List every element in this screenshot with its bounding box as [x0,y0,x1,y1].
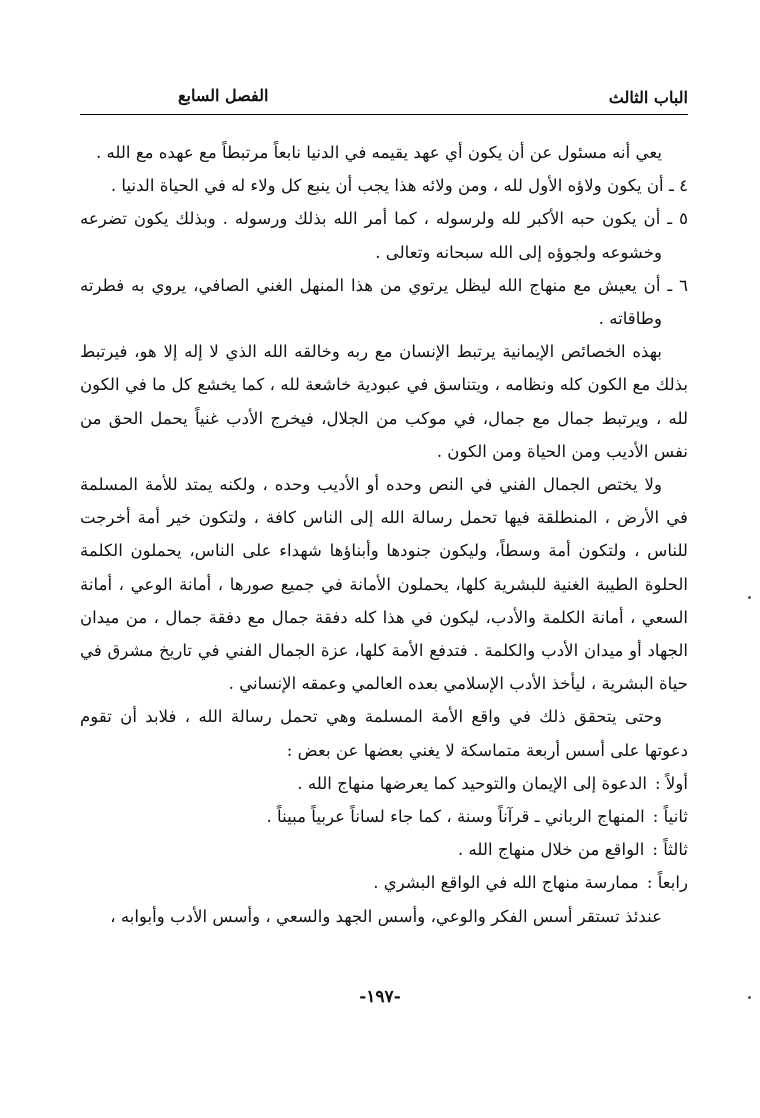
foundation-item [80,866,688,899]
page-header [80,82,688,108]
foundation-text: الواقع من خلال منهاج الله . [457,840,645,860]
list-item-4: ٤ ـ أن يكون ولاؤه الأول لله ، ومن ولائه هذا يجب أن ينبع كل ولاء له في الحياة الدنيا . [110,176,688,196]
page-number: -١٩٧- [359,987,401,1007]
list-item-5: ٥ ـ أن يكون حبه الأكبر لله ولرسوله ، كما أمر الله بذلك ورسوله . وبذلك يكون تضرعه وخشوعه ولجوؤه إلى الله سبحانه وتعالى . [80,209,688,262]
foundations-list [80,767,688,900]
foundation-item [80,767,688,800]
foundation-text: ممارسة منهاج الله في الواقع البشري . [373,873,639,893]
paragraph-1: يعي أنه مسئول عن أن يكون أي عهد يقيمه في الدنيا نابعاً مرتبطاً مع عهده مع الله . [95,143,662,162]
list-item-6: ٦ ـ أن يعيش مع منهاج الله ليظل يرتوي من هذا المنهل الغني الصافي، يروي به فطرته وطاقاته . [80,275,688,329]
foundation-text: المنهاج الرباني ـ قرآناً وسنة ، كما جاء لساناً عربياً مبيناً . [266,807,645,827]
margin-speck [748,996,751,999]
margin-speck [748,596,751,599]
foundation-item [80,833,688,866]
paragraph-4: وحتى يتحقق ذلك في واقع الأمة المسلمة وهي تحمل رسالة الله ، فلابد أن تقوم دعوتها على أسس أربعة متماسكة لا يغني بعضها عن بعض : [80,707,688,760]
foundation-label: رابعاً : [646,873,688,893]
foundation-label: ثالثاً : [652,840,688,860]
foundation-label: ثانياً : [652,807,688,827]
paragraph-3: ولا يختص الجمال الفني في النص وحده أو الأديب وحده ، ولكنه يمتد للأمة المسلمة في الأرض ، المنطلقة فيها تحمل رسالة الله إلى الناس كافة ، ولتكون خير أمة أخرجت للناس ، ولتكون أمة وسطاً، وليكون جنودها وأبناؤها شهداء على الناس، يحملون الكلمة الحلوة الطيبة الغنية للبشرية كلها، يحملون الأمانة في جميع صورها ، أمانة الوعي ، أمانة السعي ، أمانة الكلمة والأدب، ليكون في هذا كله دفقة جمال مع دفقة جمال ، من ميدان الجهاد أو ميدان الأدب والكلمة . فتدفع الأمة كلها، عزة الجمال الفني في تاريخ مشرق في حياة البشرية ، ليأخذ الأدب الإسلامي بعده العالمي وعمقه الإنساني . [80,475,688,694]
header-divider [80,114,688,115]
foundation-text: الدعوة إلى الإيمان والتوحيد كما يعرضها منهاج الله . [297,773,648,793]
page-body [80,136,688,933]
paragraph-5: عندئذ تستقر أسس الفكر والوعي، وأسس الجهد والسعي ، وأسس الأدب وأبوابه ، [110,906,662,926]
foundation-item [80,800,688,833]
paragraph-2: بهذه الخصائص الإيمانية يرتبط الإنسان مع ربه وخالقه الله الذي لا إله إلا هو، فيرتبط بذلك مع الكون كله ونظامه ، ويتناسق في عبودية خاشعة لله ، كما يخشع كل ما في الكون لله ، ويرتبط جمال مع جمال، في موكب من الجلال، فيخرج الأدب غنياً يحمل الحق من نفس الأديب ومن الحياة ومن الكون . [80,342,688,461]
part-title: الباب الثالث [608,88,688,107]
foundation-label: أولاً : [655,773,688,793]
chapter-title: الفصل السابع [178,86,269,105]
